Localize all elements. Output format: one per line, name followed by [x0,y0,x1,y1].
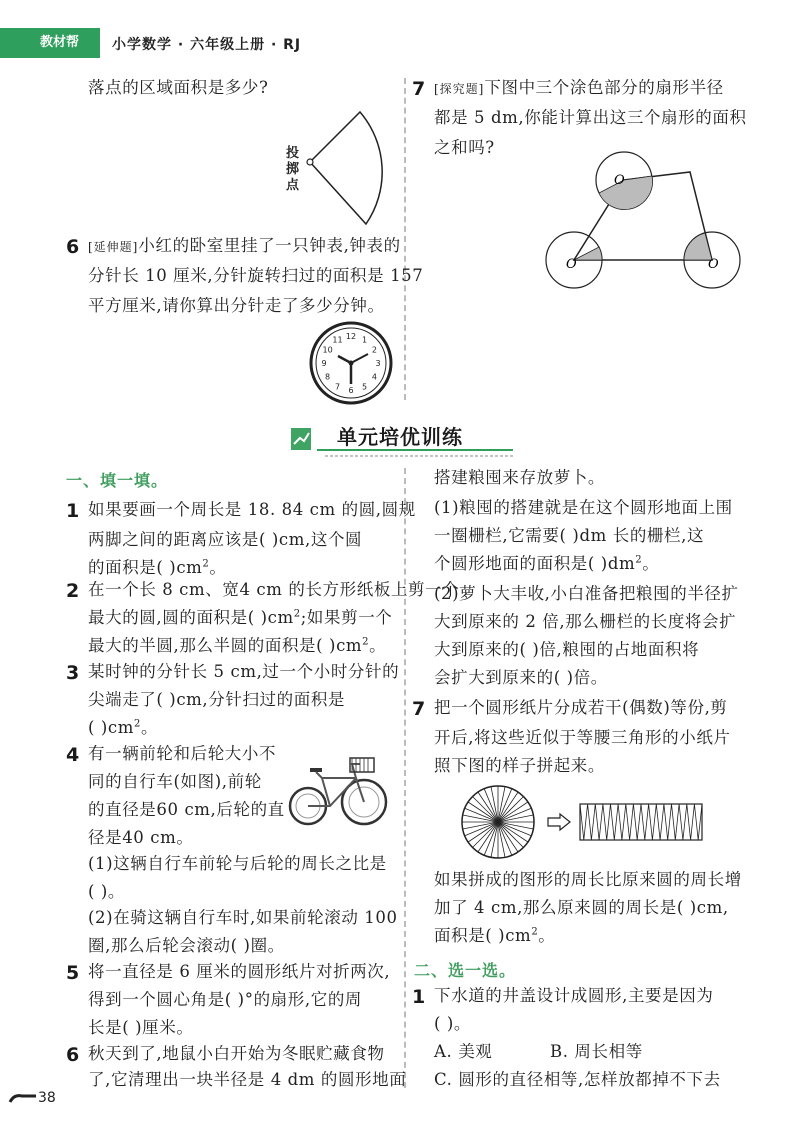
rc-q7-line2: 开后,将这些近似于等腰三角形的小纸片 [434,728,731,747]
q5-tail: 落点的区域面积是多少? [88,78,269,97]
clock-numeral: 1 [361,335,368,345]
s1-q4-number: 4 [66,744,80,766]
s1-q5-line2: 得到一个圆心角是( )°的扇形,它的周 [88,990,363,1009]
q7-top-line3: 之和吗? [434,138,495,157]
s1-q1-sup: 2 [202,558,210,570]
sector-spoke [498,797,524,823]
rc-q6-sub1c-b: 。 [642,554,660,573]
rc-q7-after3sup: 2 [531,926,539,938]
s1-q1-line3a: 的面积是( )cm [88,558,203,577]
s1-q2-line2a: 最大的圆,圆的面积是( )cm [88,608,294,627]
s1-q5-line1: 将一直径是 6 厘米的圆形纸片对折两次, [88,962,391,981]
column-divider-bottom [404,468,407,1088]
q6-line1-text: 小红的卧室里挂了一只钟表,钟表的 [138,236,401,255]
q6-line3: 平方厘米,请你算出分针走了多少分钟。 [88,296,385,315]
s1-q2-line1: 在一个长 8 cm、宽4 cm 的长方形纸板上剪一个 [88,580,460,599]
clock-numeral: 11 [332,335,343,345]
clock-numeral: 9 [321,359,327,368]
q7-top-line1-text: 下图中三个涂色部分的扇形半径 [484,78,724,97]
rc-q7-line3: 照下图的样子拼起来。 [434,756,605,775]
q7-top-line2: 都是 5 dm,你能计算出这三个扇形的面积 [434,108,747,127]
s1-q1-number: 1 [66,500,80,522]
clock-figure [308,320,394,406]
rc-q6-sub1c-a: 个圆形地面的面积是( )dm [434,554,636,573]
rc-q7-after2: 加了 4 cm,那么原来圆的周长是( )cm, [434,898,729,917]
s1-q2-line3sup: 2 [362,636,370,648]
s1-q4-sub2a: (2)在骑这辆自行车时,如果前轮滚动 100 [88,908,398,927]
rc-q6-sub1a: (1)粮囤的搭建就是在这个圆形地面上围 [434,498,733,517]
clock-numeral: 7 [334,382,341,392]
three-sectors-figure [540,150,750,290]
q7-top-line1 [434,78,724,99]
q6-tag: [延伸题] [88,240,139,254]
s1-q3-sup: 2 [134,718,141,730]
rc-q7-after1: 如果拼成的图形的周长比原来圆的周长增 [434,870,742,889]
q6-line2: 分针长 10 厘米,分针旋转扫过的面积是 157 [88,266,424,285]
s1-q3-line2: 尖端走了( )cm,分针扫过的面积是 [88,690,346,709]
rc-q6-sub2a: (2)萝卜大丰收,小白准备把粮囤的半径扩 [434,584,739,603]
rc-q6-sub1b: 一圈栅栏,它需要( )dm 长的栅栏,这 [434,526,705,545]
s1-q6-line1: 秋天到了,地鼠小白开始为冬眠贮藏食物 [88,1044,385,1063]
q6-line1 [88,236,401,257]
s1-q1-line1: 如果要画一个周长是 18. 84 cm 的圆,圆规 [88,500,416,519]
clock-numeral: 6 [348,386,354,395]
s1-q2-number: 2 [66,580,80,602]
s1-q6-number: 6 [66,1044,80,1066]
header-title: 小学数学 · 六年级上册 · RJ [112,37,302,53]
unit-banner [285,420,515,454]
s1-q2-line3 [88,636,386,656]
book-stripes-icon [0,24,40,62]
rc-q7-after3b: 。 [538,926,556,945]
rc-q7-line1: 把一个圆形纸片分成若干(偶数)等份,剪 [434,698,728,717]
s2-q1-number: 1 [412,986,426,1008]
section2-title: 二、选一选。 [414,961,517,980]
zigzag-triangles [580,804,702,840]
sector-spoke [473,822,499,848]
section1-title: 一、填一填。 [66,471,169,490]
header-badge-label: 教材帮 [40,35,80,50]
center-label-1: O [614,173,625,188]
s1-q3-line1: 某时钟的分针长 5 cm,过一个小时分针的 [88,662,400,681]
rc-q7-number: 7 [412,698,426,720]
clock-numeral: 10 [322,345,333,355]
s1-q4-line2: 同的自行车(如图),前轮 [88,772,262,791]
s1-q4-line4: 径是40 cm。 [88,828,194,847]
page-number: 38 [38,1090,56,1106]
s1-q3-line3 [88,718,158,738]
s1-q3-line3b: 。 [140,718,159,737]
s2-q1-optB: B. 周长相等 [550,1042,643,1061]
sector-spoke [473,797,499,823]
s1-q5-number: 5 [66,962,80,984]
center-label-2: O [566,257,577,272]
clock-numeral: 4 [371,372,377,382]
s1-q3-line3a: ( )cm [88,718,135,737]
s1-q1-line3 [88,558,227,578]
rc-q6-sub1c [434,554,659,574]
bicycle-figure [286,752,390,828]
clock-numeral: 12 [345,332,357,341]
rc-q6-sub1c-sup: 2 [635,554,643,566]
rc-q6-sub2d: 会扩大到原来的( )倍。 [434,668,608,687]
s1-q4-sub1b: ( )。 [88,882,126,901]
s1-q4-sub1a: (1)这辆自行车前轮与后轮的周长之比是 [88,854,387,873]
rc-q7-after3a: 面积是( )cm [434,926,532,945]
throw-point-label: 投掷点 [286,146,300,193]
s1-q2-line2 [88,608,392,628]
s1-q5-line3: 长是( )厘米。 [88,1018,194,1037]
sector-spoke [498,822,524,848]
clock-numeral: 2 [371,345,377,355]
s1-q4-sub2b: 圈,那么后轮会滚动( )圈。 [88,936,285,955]
s2-q1-optC: C. 圆形的直径相等,怎样放都掉不下去 [434,1070,721,1089]
center-label-3: O [708,257,719,272]
s1-q2-line2b: ;如果剪一个 [300,608,393,627]
q7-top-number: 7 [412,78,426,100]
circle-to-rectangle-figure [458,784,708,860]
s1-q1-line3b: 。 [209,558,227,577]
s2-q1-optA: A. 美观 [434,1042,493,1061]
rc-q6-sub2c: 大到原来的( )倍,粮囤的占地面积将 [434,640,700,659]
q7-top-tag: [探究题] [434,82,485,96]
s1-q2-line3a: 最大的半圆,那么半圆的面积是( )cm [88,636,363,655]
clock-numeral: 8 [325,372,331,382]
s1-q1-line2: 两脚之间的距离应该是( )cm,这个圆 [88,530,363,549]
clock-numeral: 3 [375,359,381,368]
s1-q6-line2: 了,它清理出一块半径是 4 dm 的圆形地面 [88,1070,407,1089]
page-corner-icon [8,1090,38,1110]
s2-q1-line2: ( )。 [434,1014,472,1033]
s1-q2-line2sup: 2 [293,608,301,620]
clock-numeral: 5 [361,382,368,392]
rc-q6-sub2b: 大到原来的 2 倍,那么栅栏的长度将会扩 [434,612,737,631]
s1-q3-number: 3 [66,662,80,684]
s1-q2-line3b: 。 [369,636,387,655]
q6-number: 6 [66,236,80,258]
s1-q4-line1: 有一辆前轮和后轮大小不 [88,744,277,763]
s1-q4-line3: 的直径是60 cm,后轮的直 [88,800,285,819]
s2-q1-line1: 下水道的井盖设计成圆形,主要是因为 [434,986,714,1005]
rc-q6-line0: 搭建粮囤来存放萝卜。 [434,468,605,487]
column-divider-top [404,78,407,400]
rc-q7-after3 [434,926,555,946]
unit-title: 单元培优训练 [337,425,463,449]
